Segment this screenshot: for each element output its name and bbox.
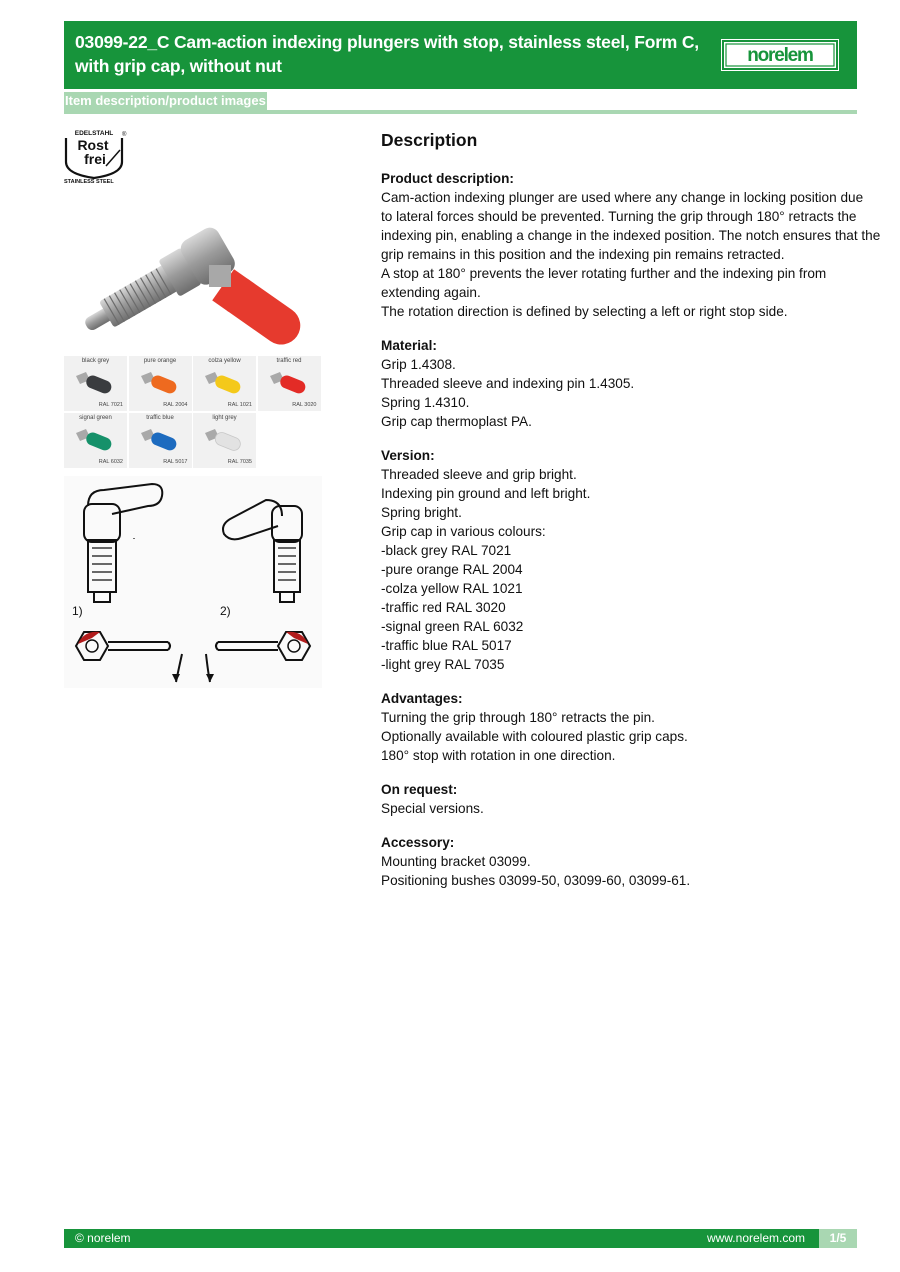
section-line: -traffic blue RAL 5017 <box>381 638 512 653</box>
section-line: Special versions. <box>381 801 484 816</box>
section-line: Threaded sleeve and grip bright. <box>381 467 577 482</box>
section-line: -light grey RAL 7035 <box>381 657 505 672</box>
footer-url[interactable]: www.norelem.com <box>706 1231 805 1245</box>
description-section <box>381 446 851 674</box>
color-swatch <box>129 413 193 469</box>
swatch-name: traffic red <box>276 358 302 364</box>
grip-cap-icon <box>203 425 247 457</box>
svg-text:STAINLESS STEEL: STAINLESS STEEL <box>64 179 114 185</box>
color-swatch <box>129 356 193 412</box>
swatch-code: RAL 6032 <box>98 459 123 465</box>
section-heading: Accessory: <box>381 835 455 850</box>
color-swatch <box>64 413 128 469</box>
diagram-label-1: 1) <box>72 604 83 618</box>
description-panel <box>381 128 881 905</box>
section-line: Positioning bushes 03099-50, 03099-60, 03099-61. <box>381 873 691 888</box>
section-line: Grip cap thermoplast PA. <box>381 414 532 429</box>
section-line: -signal green RAL 6032 <box>381 619 524 634</box>
grip-cap-icon <box>268 368 312 400</box>
page-footer <box>64 1229 857 1248</box>
section-heading: Version: <box>381 448 435 463</box>
description-section <box>381 169 881 321</box>
description-section <box>381 833 851 890</box>
section-line: grip remains in this position and the indexing pin remains retracted. <box>381 247 785 262</box>
description-section <box>381 780 851 818</box>
swatch-code: RAL 7035 <box>227 459 252 465</box>
description-section <box>381 336 851 431</box>
svg-text:Rost: Rost <box>77 137 109 153</box>
section-heading: Product description: <box>381 171 514 186</box>
section-line: Spring bright. <box>381 505 462 520</box>
section-line: A stop at 180° prevents the lever rotating further and the indexing pin from <box>381 266 827 281</box>
section-line: Grip 1.4308. <box>381 357 456 372</box>
color-swatch <box>258 356 322 412</box>
swatch-code: RAL 7021 <box>98 402 123 408</box>
section-heading: Advantages: <box>381 691 463 706</box>
section-line: Threaded sleeve and indexing pin 1.4305. <box>381 376 635 391</box>
section-line: extending again. <box>381 285 481 300</box>
description-section <box>381 689 851 765</box>
page-title: 03099-22_C Cam-action indexing plungers with stop, stainless steel, Form C, with grip cap, without nut <box>75 32 699 76</box>
section-line: Indexing pin ground and left bright. <box>381 486 591 501</box>
section-line: -colza yellow RAL 1021 <box>381 581 523 596</box>
section-line: Mounting bracket 03099. <box>381 854 531 869</box>
section-line: indexing pin, enabling a change in the indexed position. The notch ensures that the <box>381 228 881 243</box>
section-line: -traffic red RAL 3020 <box>381 600 506 615</box>
product-photo <box>64 203 322 353</box>
subheader-bar <box>64 110 857 114</box>
description-sections <box>381 169 881 890</box>
section-line: Grip cap in various colours: <box>381 524 546 539</box>
section-line: Spring 1.4310. <box>381 395 470 410</box>
section-heading: On request: <box>381 782 458 797</box>
swatch-name: colza yellow <box>208 358 241 364</box>
section-line: -pure orange RAL 2004 <box>381 562 523 577</box>
swatch-code: RAL 2004 <box>163 402 188 408</box>
swatch-code: RAL 5017 <box>163 459 188 465</box>
norelem-logo <box>722 40 838 70</box>
swatch-name: signal green <box>79 415 112 421</box>
section-line: Optionally available with coloured plastic grip caps. <box>381 729 688 744</box>
svg-text:EDELSTAHL: EDELSTAHL <box>74 130 114 137</box>
grip-cap-icon <box>74 425 118 457</box>
section-heading: Material: <box>381 338 437 353</box>
grip-cap-icon <box>139 368 183 400</box>
description-title: Description <box>381 130 478 150</box>
diagram-label-2: 2) <box>220 604 231 618</box>
swatch-code: RAL 1021 <box>227 402 252 408</box>
section-line: to lateral forces should be prevented. Turning the grip through 180° retracts the <box>381 209 857 224</box>
rostfrei-badge <box>64 128 128 186</box>
swatch-name: pure orange <box>143 358 177 364</box>
swatch-name: light grey <box>212 415 237 421</box>
swatch-name: black grey <box>81 358 110 364</box>
color-swatch <box>193 413 257 469</box>
grip-cap-icon <box>74 368 118 400</box>
color-swatch <box>64 356 128 412</box>
footer-copyright: © norelem <box>75 1231 131 1245</box>
swatch-code: RAL 3020 <box>292 402 317 408</box>
page-header <box>64 21 857 89</box>
grip-cap-icon <box>139 425 183 457</box>
grip-cap-icon <box>203 368 247 400</box>
subheader-label: Item description/product images <box>65 93 266 108</box>
section-line: Cam-action indexing plunger are used where any change in locking position due <box>381 190 864 205</box>
section-line: The rotation direction is defined by selecting a left or right stop side. <box>381 304 788 319</box>
svg-text:frei: frei <box>84 151 106 167</box>
svg-text:®: ® <box>122 132 127 138</box>
section-line: -black grey RAL 7021 <box>381 543 512 558</box>
svg-text:norelem: norelem <box>747 45 813 66</box>
rotation-diagram <box>64 476 322 688</box>
swatch-name: traffic blue <box>146 415 174 421</box>
section-line: 180° stop with rotation in one direction. <box>381 748 616 763</box>
color-swatch <box>193 356 257 412</box>
section-line: Turning the grip through 180° retracts the pin. <box>381 710 655 725</box>
page-number: 1/5 <box>819 1229 857 1248</box>
